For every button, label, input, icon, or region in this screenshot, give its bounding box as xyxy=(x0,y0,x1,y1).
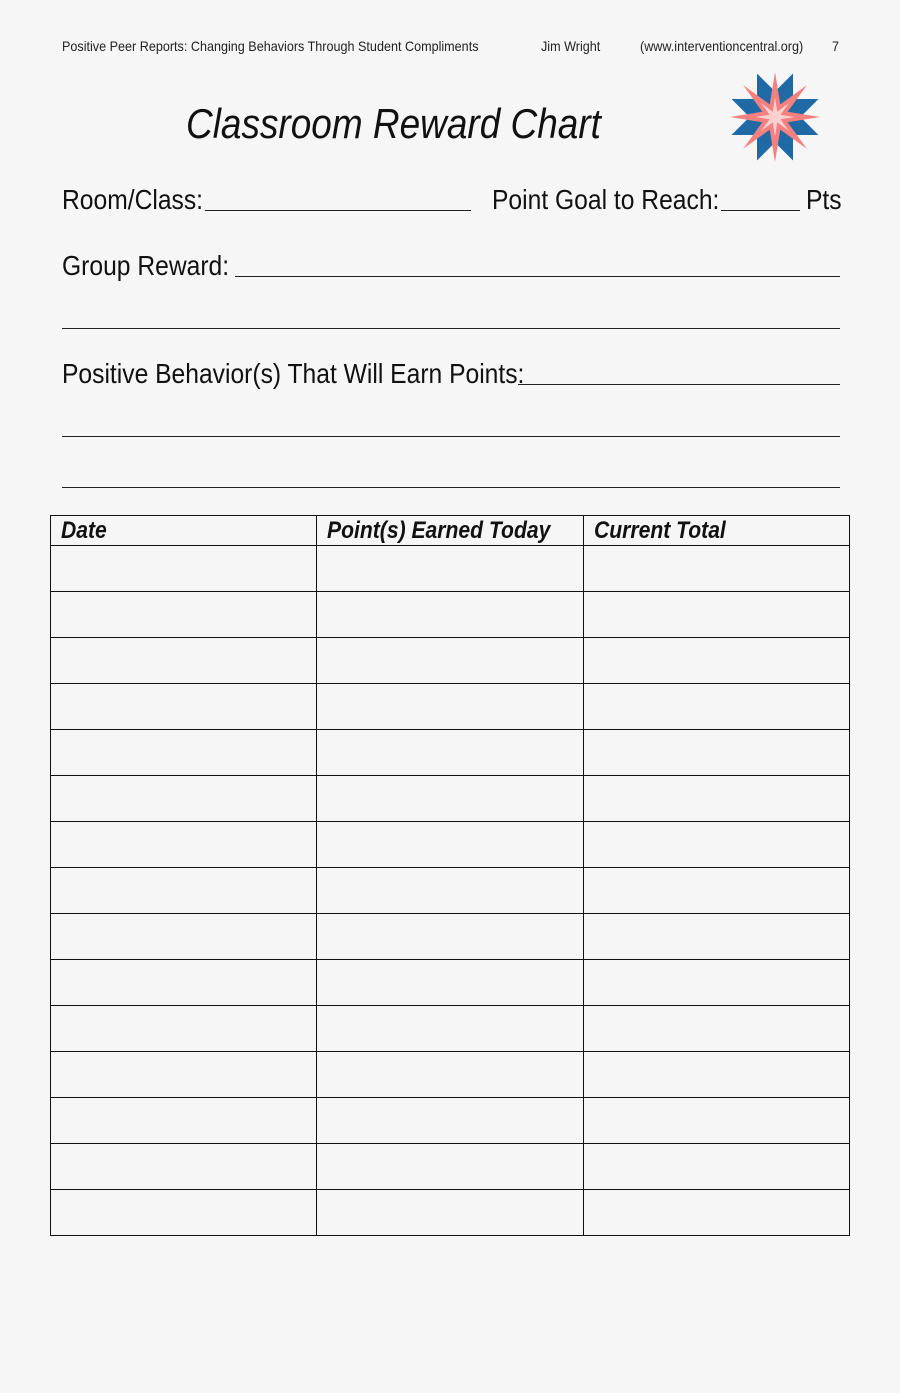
date-cell[interactable] xyxy=(51,546,317,592)
points-earned-cell[interactable] xyxy=(317,684,583,730)
date-cell[interactable] xyxy=(51,1052,317,1098)
group-reward-blank[interactable] xyxy=(235,276,840,277)
table-row xyxy=(51,822,850,868)
points-earned-cell[interactable] xyxy=(317,914,583,960)
table-row xyxy=(51,776,850,822)
header-doc-title: Positive Peer Reports: Changing Behaviors Through Student Compliments xyxy=(62,38,479,54)
behaviors-blank[interactable] xyxy=(518,384,840,385)
points-earned-cell[interactable] xyxy=(317,592,583,638)
points-earned-cell[interactable] xyxy=(317,776,583,822)
current-total-cell[interactable] xyxy=(583,960,849,1006)
point-goal-blank[interactable] xyxy=(721,210,800,211)
current-total-cell[interactable] xyxy=(583,776,849,822)
points-earned-cell[interactable] xyxy=(317,868,583,914)
behaviors-blank-line-3[interactable] xyxy=(62,487,840,488)
group-reward-blank-line-2[interactable] xyxy=(62,328,840,329)
points-earned-cell[interactable] xyxy=(317,730,583,776)
header-website: (www.interventioncentral.org) xyxy=(640,38,804,54)
current-total-cell[interactable] xyxy=(583,1098,849,1144)
table-row xyxy=(51,638,850,684)
table-row xyxy=(51,1098,850,1144)
date-cell[interactable] xyxy=(51,914,317,960)
table-row xyxy=(51,730,850,776)
date-cell[interactable] xyxy=(51,1098,317,1144)
table-row xyxy=(51,1144,850,1190)
date-cell[interactable] xyxy=(51,1006,317,1052)
points-earned-cell[interactable] xyxy=(317,1006,583,1052)
header-author: Jim Wright xyxy=(541,38,601,54)
date-cell[interactable] xyxy=(51,592,317,638)
room-class-label: Room/Class: xyxy=(62,184,204,215)
current-total-cell[interactable] xyxy=(583,822,849,868)
points-earned-cell[interactable] xyxy=(317,822,583,868)
points-earned-cell[interactable] xyxy=(317,546,583,592)
current-total-cell[interactable] xyxy=(583,1006,849,1052)
behaviors-blank-line-2[interactable] xyxy=(62,436,840,437)
point-goal-label: Point Goal to Reach: xyxy=(492,184,720,215)
group-reward-label: Group Reward: xyxy=(62,250,230,281)
date-cell[interactable] xyxy=(51,684,317,730)
current-total-cell[interactable] xyxy=(583,638,849,684)
table-row xyxy=(51,592,850,638)
table-row xyxy=(51,868,850,914)
points-unit-label: Pts xyxy=(806,184,842,215)
header-page-number: 7 xyxy=(832,38,840,54)
current-total-cell[interactable] xyxy=(583,1052,849,1098)
date-cell[interactable] xyxy=(51,776,317,822)
table-row xyxy=(51,1052,850,1098)
date-cell[interactable] xyxy=(51,638,317,684)
points-earned-cell[interactable] xyxy=(317,1098,583,1144)
table-row xyxy=(51,546,850,592)
table-row xyxy=(51,1190,850,1236)
points-earned-cell[interactable] xyxy=(317,960,583,1006)
table-header-row xyxy=(51,516,850,546)
current-total-cell[interactable] xyxy=(583,592,849,638)
date-cell[interactable] xyxy=(51,868,317,914)
date-cell[interactable] xyxy=(51,960,317,1006)
column-header-points-earned: Point(s) Earned Today xyxy=(317,516,583,546)
table-row xyxy=(51,684,850,730)
reward-table xyxy=(50,515,850,1236)
table-row xyxy=(51,1006,850,1052)
points-earned-cell[interactable] xyxy=(317,1052,583,1098)
current-total-cell[interactable] xyxy=(583,914,849,960)
table-row xyxy=(51,960,850,1006)
column-header-current-total: Current Total xyxy=(583,516,849,546)
page-title: Classroom Reward Chart xyxy=(186,100,601,147)
current-total-cell[interactable] xyxy=(583,1144,849,1190)
star-burst-icon xyxy=(726,68,824,166)
current-total-cell[interactable] xyxy=(583,684,849,730)
date-cell[interactable] xyxy=(51,730,317,776)
points-earned-cell[interactable] xyxy=(317,1190,583,1236)
points-earned-cell[interactable] xyxy=(317,638,583,684)
points-earned-cell[interactable] xyxy=(317,1144,583,1190)
current-total-cell[interactable] xyxy=(583,546,849,592)
current-total-cell[interactable] xyxy=(583,868,849,914)
date-cell[interactable] xyxy=(51,1190,317,1236)
date-cell[interactable] xyxy=(51,1144,317,1190)
current-total-cell[interactable] xyxy=(583,1190,849,1236)
table-body xyxy=(51,546,850,1236)
column-header-date: Date xyxy=(51,516,317,546)
date-cell[interactable] xyxy=(51,822,317,868)
behaviors-label: Positive Behavior(s) That Will Earn Points: xyxy=(62,358,525,389)
room-class-blank[interactable] xyxy=(205,210,471,211)
current-total-cell[interactable] xyxy=(583,730,849,776)
table-row xyxy=(51,914,850,960)
